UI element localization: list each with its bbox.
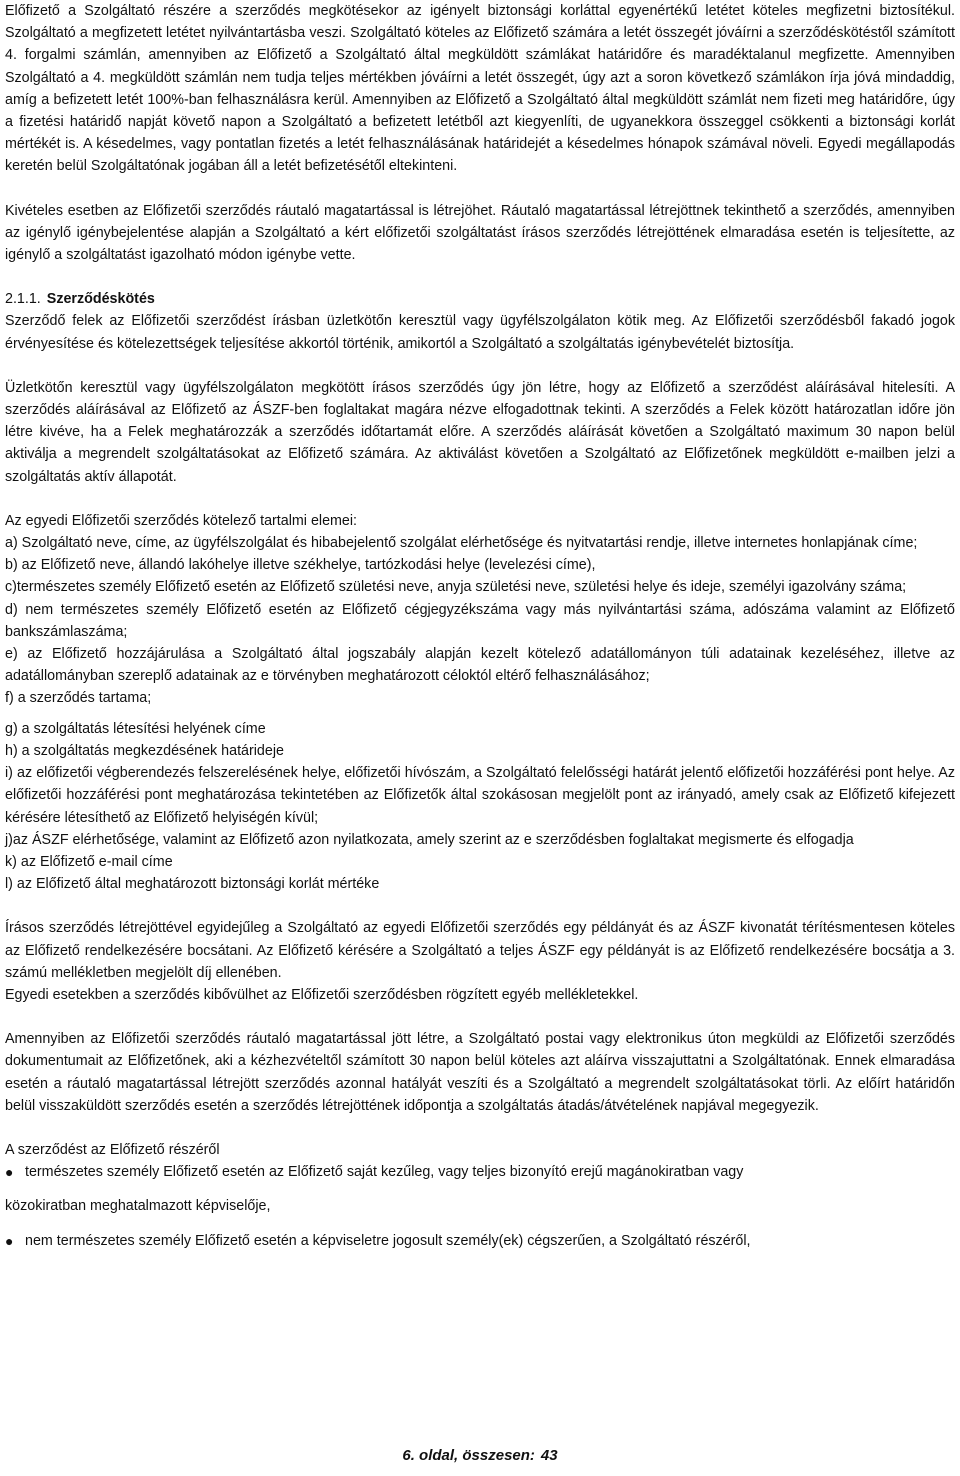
list-intro: Az egyedi Előfizetői szerződés kötelező tartalmi elemei: [5, 512, 358, 529]
page-total: 43 [540, 1447, 558, 1464]
list-item: d) nem természetes személy Előfizető esetén az Előfizető cégjegyzékszáma vagy más nyilvántartási száma, adószáma valamint az Előfizető bankszámlaszáma; [5, 601, 955, 640]
section-paragraph: Szerződő felek az Előfizetői szerződést írásban üzletkötőn keresztül vagy ügyfélszolgálaton kötik meg. Az Előfizetői szerződésből fakadó jogok érvényesítése és kötelezettségek teljesítése akkortól történik, amikortól a Szolgáltató a szolgáltatás igénybevételét biztosítja. [5, 313, 955, 352]
list-item: f) a szerződés tartama; [5, 690, 152, 707]
bullet-text: természetes személy Előfizető esetén az Előfizető saját kezűleg, vagy teljes bizonyító erejű magánokiratban vagy [25, 1164, 744, 1181]
list-item: e) az Előfizető hozzájárulása a Szolgáltató által jogszabály alapján kezelt kötelező adatállományon túli adatainak kezeléséhez, illetve az adatállományban szereplő adatainak az e törvényben meghatározott céloktól eltérő felhasználásához; [5, 646, 955, 685]
section-title: Szerződéskötés [46, 291, 155, 308]
list-item: c)természetes személy Előfizető esetén az Előfizető születési neve, anyja születési neve, születési helye és ideje, személyi igazolvány száma; [5, 579, 907, 596]
bullet-item [5, 1161, 955, 1183]
list-item: l) az Előfizető által meghatározott biztonsági korlát mértéke [5, 876, 380, 893]
implicit-contract-paragraph: Amennyiben az Előfizetői szerződés ráutaló magatartással jött létre, a Szolgáltató postai vagy elektronikus úton megküldi az Előfizetői szerződés dokumentumait az Előfizetőnek, aki a kézhezvételtől számított 30 napon belül köteles azt aláírva visszajuttatni a Szolgáltatónak. Ennek elmaradása esetén a ráutaló magatartással létrejött szerződés azonnal hatályát veszíti és a Szolgáltató a megrendelt szolgáltatásokat törli. Az előírt határidőn belül visszaküldött szerződés esetén a szerződés létrejöttének időpontja a szolgáltatás átadás/átvételének napjával megegyezik. [5, 1031, 955, 1114]
bullet-continuation: közokiratban meghatalmazott képviselője, [5, 1198, 271, 1215]
list-item: i) az előfizetői végberendezés felszerelésének helye, előfizetői hívószám, a Szolgáltató felelősségi határát jelentő előfizetői hozzáférési pont helye. Az előfizetői hozzáférési pont meghatározása tekintetében az Előfizetők által szokásosan megjelölt pont az irányadó, amely csak az Előfizető kifejezett kérésére létesíthető az Előfizető helyiségén kívül; [5, 765, 955, 826]
list-item: g) a szolgáltatás létesítési helyének címe [5, 720, 266, 737]
bullet-text: nem természetes személy Előfizető esetén a képviseletre jogosult személy(ek) cégszerűen, a Szolgáltató részéről, [25, 1232, 751, 1249]
list-item: j)az ÁSZF elérhetősége, valamint az Előfizető azon nyilatkozata, amely szerint az e szerződésben foglaltakat megismerte és elfogadja [5, 831, 854, 848]
signing-intro: A szerződést az Előfizető részéről [5, 1141, 220, 1158]
intro-paragraph-deposit: Előfizető a Szolgáltató részére a szerződés megkötésekor az igényelt biztonsági korláttal egyenértékű letétet köteles megfizetni biztosítékul. Szolgáltató a megfizetett letétet nyilvántartásba veszi. Szolgáltató köteles az Előfizető számára a letét összegét jóváírni a szerződéskötéstől számított 4. forgalmi számlán, amennyiben az Előfizető a Szolgáltató által megküldött számlákat határidőre és maradéktalanul megfizette. Amennyiben Szolgáltató a 4. megküldött számlán nem tudja teljes mértékben jóváírni a letét összegét, úgy azt a soron következő számlákon írja jóvá mindaddig, amíg a befizetett letét 100%-ban felhasználásra kerül. Amennyiben az Előfizető a Szolgáltató által megküldött számlát nem fizeti meg határidőre, úgy a fizetési határidő napját követő napon a Szolgáltató a befizetett letétből azt kiegyenlíti, de ugyanekkora összeggel csökkenti a biztonsági korlát mértékét is. A késedelmes, vagy pontatlan fizetés a letét felhasználásának határidejét a késedelmes hónapok számával növeli. Egyedi megállapodás keretén belül Szolgáltatónak jogában áll a letét befizetésétől eltekinteni. [5, 3, 955, 175]
section-number: 2.1.1. [5, 291, 41, 308]
list-item: h) a szolgáltatás megkezdésének határideje [5, 742, 284, 759]
mandatory-elements-list [5, 532, 955, 895]
bullet-icon: ● [5, 1232, 14, 1249]
section-paragraph: Üzletkötőn keresztül vagy ügyfélszolgálaton megkötött írásos szerződés úgy jön létre, hogy az Előfizető a szerződést aláírásával hitelesíti. A szerződés aláírásával az Előfizető az ÁSZF-ben foglaltakat magára nézve elfogadottnak tekinti. A szerződés a Felek között határozatlan időre jön létre kivéve, ha a Felek meghatározzák a szerződés időtartamát előre. A szerződés aláírását követően a Szolgáltató maximum 30 napon belül aktiválja a megrendelt szolgáltatásokat az Előfizető számára. Az aktiválást követően a Szolgáltató az Előfizetőnek megküldött e-mailben jelzi a szolgáltatás aktív állapotát. [5, 379, 955, 485]
bullet-item [5, 1230, 955, 1252]
after-list-paragraph: Egyedi esetekben a szerződés kibővülhet az Előfizetői szerződésben rögzített egyéb mellékletekkel. [5, 986, 639, 1003]
list-item: b) az Előfizető neve, állandó lakóhelye illetve székhelye, tartózkodási helye (levelezési címe), [5, 557, 596, 574]
intro-paragraph-implicit-contract: Kivételes esetben az Előfizetői szerződés ráutaló magatartással is létrejöhet. Ráutaló magatartással létrejöttnek tekinthető a szerződés, amennyiben az igénylő igénybejelentése alapján a Szolgáltató a kért előfizetői szolgáltatást írásos szerződés létrejöttének elmaradása esetén is teljesítette, az igénylő a szolgáltatást igazolható módon igénybe vette. [5, 202, 955, 264]
page-label: 6. oldal, összesen: [402, 1447, 535, 1464]
bullet-icon: ● [5, 1164, 14, 1181]
page-footer [0, 1446, 960, 1466]
list-item: a) Szolgáltató neve, címe, az ügyfélszolgálat és hibabejelentő szolgálat elérhetősége és nyitvatartási rendje, illetve internetes honlapjának címe; [5, 535, 918, 552]
list-item: k) az Előfizető e-mail címe [5, 853, 173, 870]
after-list-paragraph: Írásos szerződés létrejöttével egyidejűleg a Szolgáltató az egyedi Előfizetői szerződés egy példányát és az ÁSZF kivonatát térítésmentesen köteles az Előfizető rendelkezésére bocsátani. Az Előfizető kérésére a Szolgáltató a teljes ÁSZF egy példányát is az Előfizető rendelkezésére bocsátja a 3. számú mellékletben megjelölt díj ellenében. [5, 920, 955, 981]
section-heading [5, 288, 955, 310]
